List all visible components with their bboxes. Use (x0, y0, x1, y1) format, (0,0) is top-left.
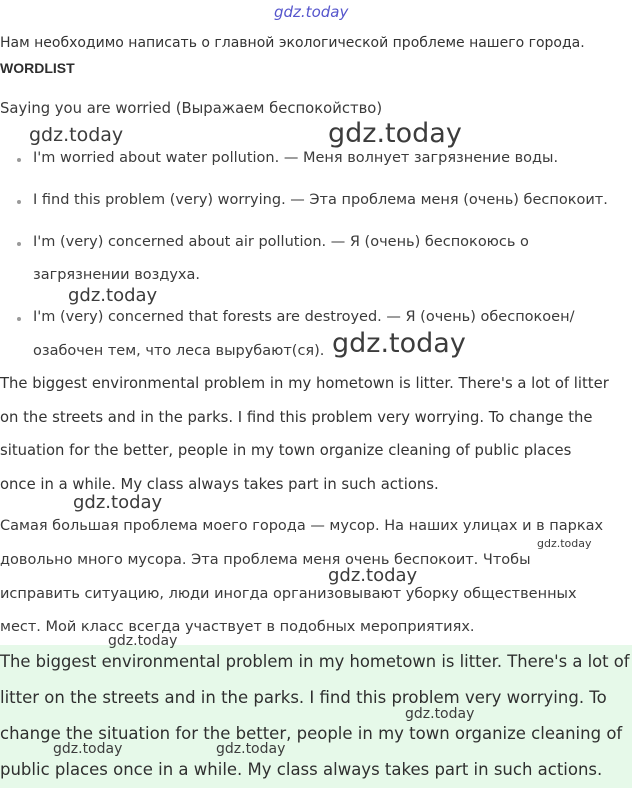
answer-line: public places once in a while. My class always takes part in such actions. (0, 760, 603, 779)
bullet-dot-icon (17, 317, 21, 321)
bullet-line: I'm worried about water pollution. — Меня волнует загрязнение воды. (33, 150, 559, 166)
paragraph-line: мест. Мой класс всегда участвует в подобных мероприятиях. (0, 619, 475, 635)
paragraph-line: The biggest environmental problem in my hometown is litter. There's a lot of litter (0, 375, 609, 392)
paragraph-line: исправить ситуацию, люди иногда организовывают уборку общественных (0, 586, 577, 602)
bullet-line: I find this problem (very) worrying. — Эта проблема меня (очень) беспокоит. (33, 192, 608, 208)
watermark-overlay: gdz.today (68, 285, 158, 306)
paragraph-line: on the streets and in the parks. I find this problem very worrying. To change the (0, 409, 593, 426)
intro-text: Нам необходимо написать о главной экологической проблеме нашего города. (0, 35, 585, 51)
watermark-overlay: gdz.today (216, 741, 286, 757)
watermark-top: gdz.today (274, 3, 349, 21)
answer-line: change the situation for the better, people in my town organize cleaning of (0, 724, 623, 743)
answer-line: litter on the streets and in the parks. I find this problem very worrying. To (0, 688, 607, 707)
bullet-dot-icon (17, 242, 21, 246)
bullet-dot-icon (17, 158, 21, 162)
section-heading: Saying you are worried (Выражаем беспокойство) (0, 100, 383, 117)
watermark-overlay: gdz.today (537, 537, 592, 550)
bullet-line: I'm (very) concerned about air pollution. — Я (очень) беспокоюсь о (33, 234, 529, 250)
bullet-line: загрязнении воздуха. (33, 267, 200, 283)
wordlist-heading: WORDLIST (0, 60, 75, 76)
paragraph-line: довольно много мусора. Эта проблема меня очень беспокоит. Чтобы (0, 552, 531, 568)
paragraph-line: Самая большая проблема моего города — мусор. На наших улицах и в парках (0, 518, 604, 534)
paragraph-line: once in a while. My class always takes part in such actions. (0, 476, 439, 493)
watermark-overlay: gdz.today (405, 706, 475, 722)
watermark-overlay: gdz.today (108, 633, 178, 649)
bullet-line: озабочен тем, что леса вырубают(ся). (33, 343, 325, 359)
watermark-overlay: gdz.today (73, 492, 163, 513)
watermark-overlay: gdz.today (29, 124, 124, 146)
bullet-dot-icon (17, 200, 21, 204)
watermark-overlay: gdz.today (53, 741, 123, 757)
watermark-overlay: gdz.today (328, 565, 418, 586)
paragraph-line: situation for the better, people in my town organize cleaning of public places (0, 442, 572, 459)
answer-line: The biggest environmental problem in my hometown is litter. There's a lot of (0, 652, 630, 671)
watermark-overlay: gdz.today (328, 118, 462, 149)
bullet-line: I'm (very) concerned that forests are destroyed. — Я (очень) обеспокоен/ (33, 309, 575, 325)
watermark-overlay: gdz.today (332, 328, 466, 359)
